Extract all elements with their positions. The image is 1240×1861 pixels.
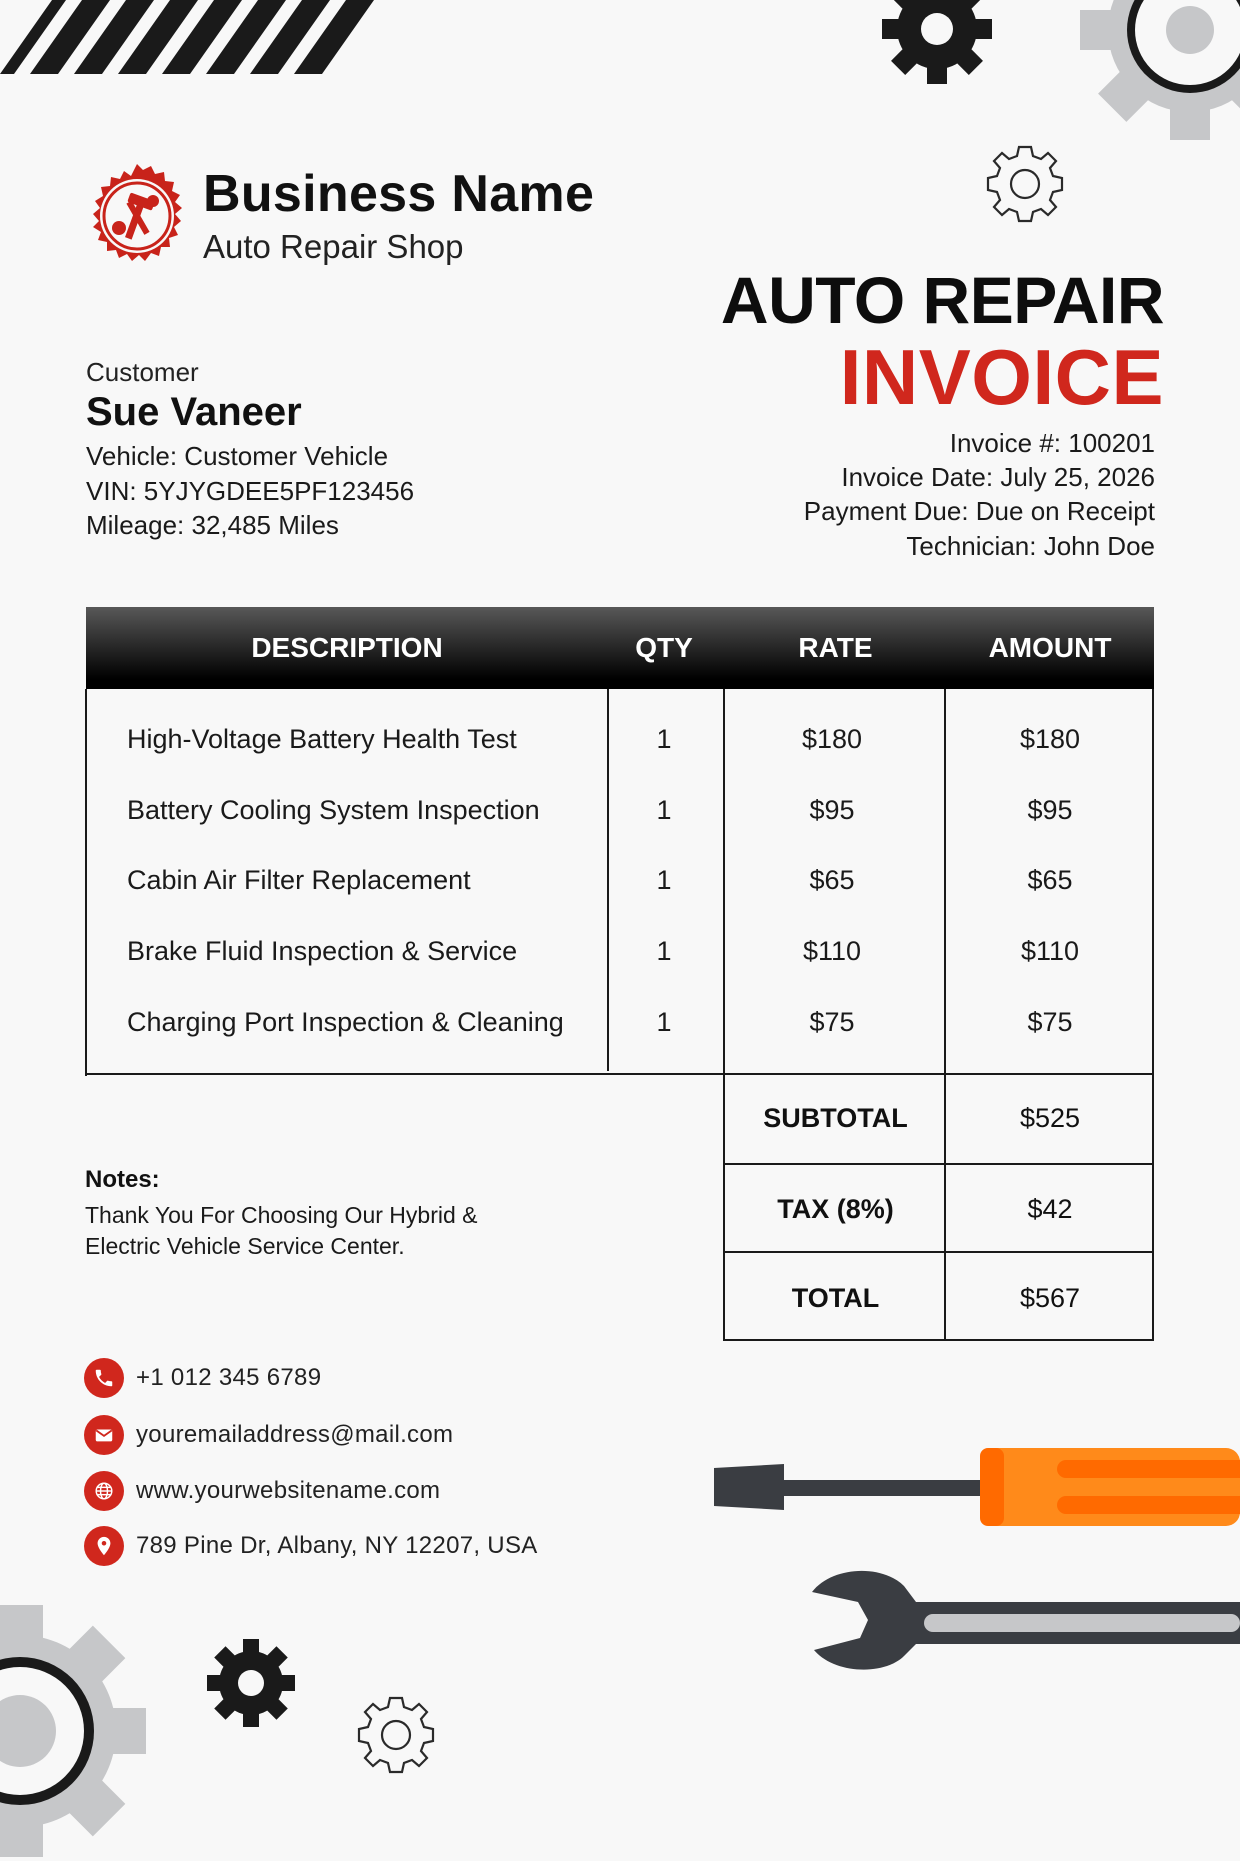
customer-vehicle: Vehicle: Customer Vehicle (86, 441, 389, 471)
column-header-rate: RATE (798, 632, 873, 663)
summary-bottom-border (723, 1339, 1154, 1341)
row-qty: 1 (656, 1007, 672, 1037)
row-qty: 1 (656, 936, 672, 966)
website-url[interactable]: www.yourwebsitename.com (136, 1477, 441, 1504)
street-address: 789 Pine Dr, Albany, NY 12207, USA (136, 1532, 538, 1559)
customer-name: Sue Vaneer (86, 390, 302, 434)
hammer-wrench-logo-icon (84, 163, 190, 269)
business-name: Business Name (203, 165, 595, 223)
screwdriver-icon (712, 1446, 1240, 1528)
row-rate: $75 (809, 1007, 855, 1037)
row-description: High-Voltage Battery Health Test (127, 724, 517, 754)
row-qty: 1 (656, 865, 672, 895)
invoice-date: Invoice Date: July 25, 2026 (841, 462, 1155, 492)
table-header (86, 607, 1154, 689)
row-description: Cabin Air Filter Replacement (127, 865, 471, 895)
row-amount: $65 (1027, 865, 1073, 895)
gear-icon (1075, 0, 1240, 145)
gear-icon (984, 143, 1066, 225)
email-address[interactable]: youremailaddress@mail.com (136, 1421, 454, 1448)
technician: Technician: John Doe (906, 531, 1155, 561)
gear-icon (880, 0, 994, 86)
email-icon (84, 1415, 124, 1455)
row-rate: $180 (801, 724, 863, 754)
column-header-amount: AMOUNT (988, 632, 1112, 663)
row-amount: $110 (1020, 936, 1080, 966)
column-header-qty: QTY (635, 632, 693, 663)
row-qty: 1 (656, 724, 672, 754)
row-rate: $95 (809, 795, 855, 825)
summary-divider-2 (723, 1251, 1154, 1253)
diagonal-stripes-decoration (0, 0, 380, 78)
customer-vin: VIN: 5YJYGDEE5PF123456 (86, 476, 415, 506)
row-amount: $180 (1019, 724, 1081, 754)
column-header-description: DESCRIPTION (251, 632, 443, 663)
location-pin-icon (84, 1526, 124, 1566)
total-value: $567 (1019, 1283, 1081, 1313)
gear-icon (0, 1601, 150, 1861)
subtotal-value: $525 (1019, 1103, 1081, 1133)
row-qty: 1 (656, 795, 672, 825)
gear-icon (206, 1638, 296, 1728)
customer-mileage: Mileage: 32,485 Miles (86, 510, 339, 540)
invoice-number: Invoice #: 100201 (949, 428, 1155, 458)
globe-icon (84, 1471, 124, 1511)
contact-phone (84, 1358, 321, 1398)
row-rate: $65 (809, 865, 855, 895)
contact-address (84, 1526, 538, 1566)
invoice-title-line2: INVOICE (839, 333, 1164, 421)
tax-label: TAX (8%) (777, 1194, 894, 1224)
total-label: TOTAL (791, 1283, 880, 1313)
tax-value: $42 (1027, 1194, 1073, 1224)
row-description: Battery Cooling System Inspection (127, 795, 540, 825)
summary-divider-1 (723, 1163, 1154, 1165)
row-description: Charging Port Inspection & Cleaning (127, 1007, 564, 1037)
phone-icon (84, 1358, 124, 1398)
notes-text: Thank You For Choosing Our Hybrid & Electric Vehicle Service Center. (85, 1202, 478, 1259)
payment-due: Payment Due: Due on Receipt (803, 496, 1155, 526)
wrench-icon (812, 1564, 1240, 1674)
phone-number: +1 012 345 6789 (136, 1364, 322, 1391)
row-amount: $95 (1027, 795, 1073, 825)
contact-website (84, 1471, 440, 1511)
row-rate: $110 (802, 936, 862, 966)
customer-label: Customer (86, 357, 199, 387)
row-amount: $75 (1027, 1007, 1073, 1037)
contact-email (84, 1415, 453, 1455)
table-border-left (85, 689, 87, 1076)
table-body-bottom-border (85, 1073, 1154, 1075)
notes-label: Notes: (85, 1166, 160, 1193)
subtotal-label: SUBTOTAL (763, 1103, 908, 1133)
row-description: Brake Fluid Inspection & Service (127, 936, 518, 966)
business-subtitle: Auto Repair Shop (203, 228, 464, 265)
invoice-title-line1: AUTO REPAIR (720, 263, 1164, 337)
gear-icon (355, 1694, 437, 1776)
